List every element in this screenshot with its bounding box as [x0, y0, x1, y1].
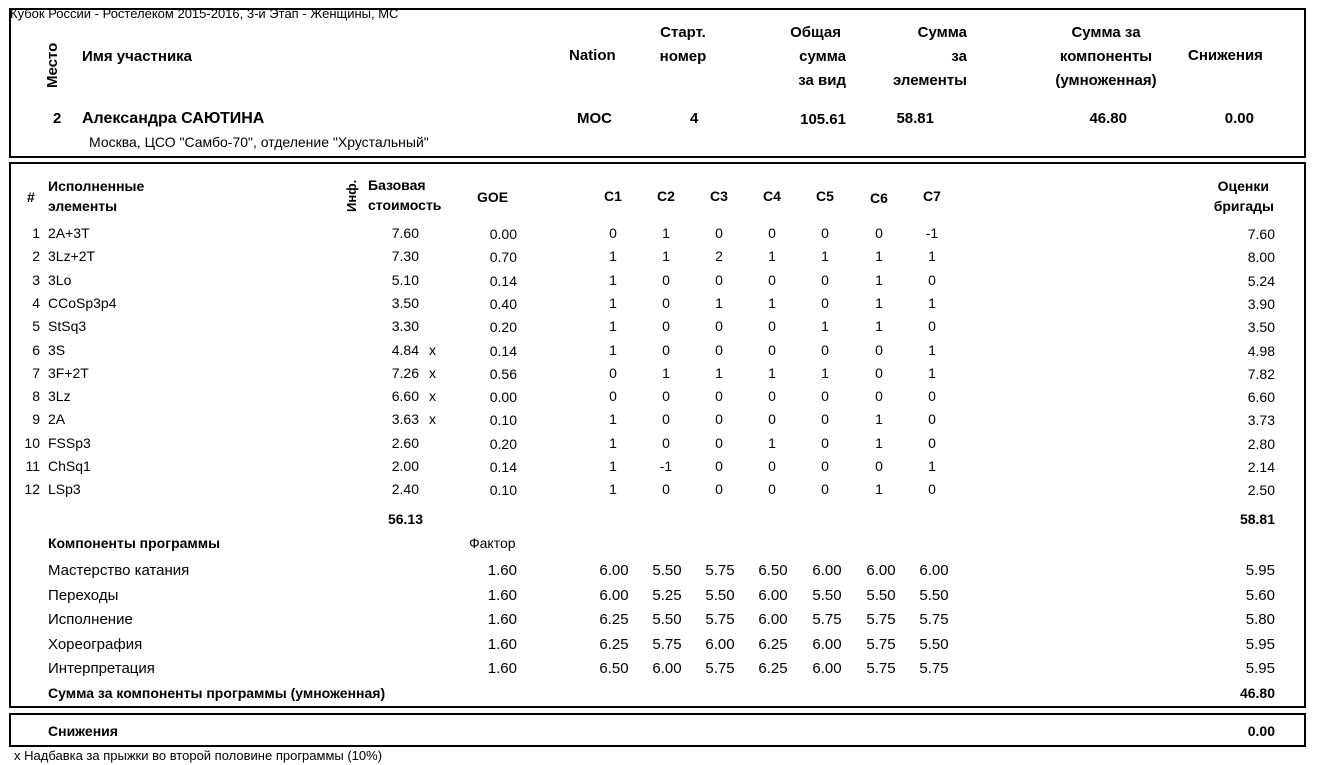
element-judge-score-c5: 0 [821, 342, 829, 358]
component-panel-score: 5.80 [1245, 611, 1275, 628]
element-judge-score-c4: 0 [768, 388, 776, 404]
element-judge-score-c6: 1 [875, 248, 883, 264]
element-panel-score: 8.00 [1247, 249, 1275, 265]
element-judge-score-c3: 0 [715, 481, 723, 497]
element-info: x [429, 342, 436, 358]
component-name: Хореография [48, 636, 143, 653]
component-judge-score-c5: 6.00 [812, 636, 842, 653]
element-name: 2A+3T [48, 225, 90, 241]
element-judge-score-c3: 0 [715, 458, 723, 474]
element-judge-score-c5: 0 [821, 411, 829, 427]
element-judge-score-c7: 1 [928, 342, 936, 358]
element-name: 2A [48, 411, 66, 427]
component-judge-score-c5: 6.00 [812, 660, 842, 677]
element-judge-score-c2: 0 [662, 272, 670, 288]
element-judge-score-c6: 1 [875, 318, 883, 334]
judge-header-6: C6 [870, 190, 888, 206]
element-number: 9 [32, 411, 40, 427]
judge-header-4: C4 [763, 188, 781, 204]
element-goe: 0.40 [489, 296, 517, 312]
element-judge-score-c4: 0 [768, 225, 776, 241]
element-judge-score-c1: 1 [609, 318, 617, 334]
component-judge-score-c2: 5.50 [652, 562, 682, 579]
element-judge-score-c7: 0 [928, 272, 936, 288]
element-panel-score: 7.82 [1247, 366, 1275, 382]
element-judge-score-c1: 1 [609, 272, 617, 288]
element-judge-score-c7: 0 [928, 481, 936, 497]
col-goe-header: GOE [477, 189, 509, 205]
skater-elements-score: 58.81 [896, 110, 934, 127]
element-judge-score-c3: 0 [715, 435, 723, 451]
element-judge-score-c2: 1 [662, 225, 670, 241]
element-number: 5 [32, 318, 40, 334]
element-judge-score-c1: 1 [609, 458, 617, 474]
element-judge-score-c3: 0 [715, 388, 723, 404]
element-judge-score-c4: 0 [768, 342, 776, 358]
element-number: 1 [32, 225, 40, 241]
element-panel-score: 5.24 [1247, 273, 1275, 289]
col-info-header: Инф. [344, 179, 359, 212]
skater-name: Александра САЮТИНА [82, 110, 265, 127]
component-factor: 1.60 [487, 660, 517, 677]
event-title: Кубок России - Ростелеком 2015-2016, 3-й Этап - Женщины, МС [10, 6, 399, 21]
element-judge-score-c4: 0 [768, 318, 776, 334]
judge-header-1: C1 [604, 188, 622, 204]
component-panel-score: 5.95 [1245, 636, 1275, 653]
element-judge-score-c2: 0 [662, 411, 670, 427]
component-judge-score-c1: 6.00 [599, 587, 629, 604]
component-judge-score-c4: 6.00 [758, 587, 788, 604]
element-judge-score-c5: 1 [821, 318, 829, 334]
skater-deductions: 0.00 [1224, 110, 1254, 127]
element-base-value: 4.84 [391, 342, 419, 358]
component-judge-score-c3: 5.75 [705, 611, 735, 628]
element-judge-score-c1: 1 [609, 342, 617, 358]
element-judge-score-c7: -1 [925, 225, 939, 241]
component-judge-score-c5: 5.50 [812, 587, 842, 604]
element-goe: 0.20 [489, 436, 517, 452]
skater-club: Москва, ЦСО "Самбо-70", отделение "Хрустальный" [89, 134, 429, 150]
base-total: 56.13 [387, 511, 423, 527]
element-base-value: 3.50 [391, 295, 419, 311]
element-number: 8 [32, 388, 40, 404]
element-judge-score-c4: 0 [768, 458, 776, 474]
deductions-box [9, 713, 1306, 747]
element-judge-score-c2: 1 [662, 248, 670, 264]
element-judge-score-c7: 0 [928, 435, 936, 451]
skater-start-number: 4 [690, 110, 699, 127]
element-judge-score-c1: 0 [609, 388, 617, 404]
name-header: Имя участника [82, 48, 193, 65]
component-judge-score-c4: 6.00 [758, 611, 788, 628]
footnote: x Надбавка за прыжки во второй половине программы (10%) [14, 748, 383, 763]
component-name: Исполнение [48, 611, 133, 628]
component-judge-score-c2: 5.75 [652, 636, 682, 653]
element-judge-score-c3: 0 [715, 225, 723, 241]
component-judge-score-c7: 6.00 [919, 562, 949, 579]
element-base-value: 2.60 [391, 435, 419, 451]
element-judge-score-c6: 0 [875, 458, 883, 474]
skater-total: 105.61 [800, 111, 846, 128]
component-judge-score-c6: 6.00 [866, 562, 896, 579]
component-factor: 1.60 [487, 587, 517, 604]
skater-place: 2 [53, 110, 62, 127]
component-judge-score-c5: 5.75 [812, 611, 842, 628]
element-base-value: 6.60 [391, 388, 419, 404]
element-judge-score-c3: 1 [715, 365, 723, 381]
element-name: 3F+2T [48, 365, 89, 381]
element-judge-score-c2: 1 [662, 365, 670, 381]
element-judge-score-c1: 1 [609, 411, 617, 427]
element-panel-score: 2.80 [1247, 436, 1275, 452]
component-factor: 1.60 [487, 611, 517, 628]
element-judge-score-c7: 0 [928, 411, 936, 427]
element-judge-score-c4: 0 [768, 411, 776, 427]
element-base-value: 5.10 [391, 272, 419, 288]
component-judge-score-c3: 5.50 [705, 587, 735, 604]
element-base-value: 2.00 [391, 458, 419, 474]
component-judge-score-c6: 5.75 [866, 611, 896, 628]
element-name: CCoSp3p4 [48, 295, 117, 311]
element-panel-score: 3.90 [1247, 296, 1275, 312]
element-judge-score-c5: 1 [821, 248, 829, 264]
element-base-value: 2.40 [391, 481, 419, 497]
element-judge-score-c5: 0 [821, 435, 829, 451]
judge-header-5: C5 [816, 188, 834, 204]
component-judge-score-c1: 6.50 [599, 660, 629, 677]
judge-header-2: C2 [657, 188, 675, 204]
component-factor: 1.60 [487, 636, 517, 653]
element-panel-score: 3.73 [1247, 412, 1275, 428]
component-judge-score-c7: 5.50 [919, 587, 949, 604]
element-judge-score-c6: 1 [875, 272, 883, 288]
component-judge-score-c1: 6.00 [599, 562, 629, 579]
element-name: 3S [48, 342, 66, 358]
element-judge-score-c4: 0 [768, 481, 776, 497]
component-panel-score: 5.95 [1245, 562, 1275, 579]
component-judge-score-c3: 5.75 [705, 562, 735, 579]
components-total: 46.80 [1239, 685, 1275, 701]
element-judge-score-c2: 0 [662, 435, 670, 451]
element-name: 3Lz+2T [48, 248, 96, 264]
element-judge-score-c2: 0 [662, 342, 670, 358]
element-base-value: 7.30 [391, 248, 419, 264]
elements-score-total: 58.81 [1239, 511, 1275, 527]
element-judge-score-c6: 1 [875, 295, 883, 311]
element-judge-score-c2: 0 [662, 295, 670, 311]
skater-nation: MOC [577, 110, 612, 127]
factor-header: Фактор [469, 535, 516, 551]
element-judge-score-c1: 1 [609, 295, 617, 311]
element-goe: 0.00 [489, 389, 517, 405]
element-judge-score-c2: 0 [662, 481, 670, 497]
element-judge-score-c6: 1 [875, 411, 883, 427]
element-number: 11 [25, 458, 40, 474]
element-judge-score-c7: 0 [928, 318, 936, 334]
element-panel-score: 2.14 [1247, 459, 1275, 475]
element-judge-score-c1: 0 [609, 225, 617, 241]
judge-header-7: C7 [923, 188, 941, 204]
deductions-value: 0.00 [1247, 723, 1275, 739]
element-judge-score-c7: 1 [928, 365, 936, 381]
element-judge-score-c6: 0 [875, 342, 883, 358]
element-judge-score-c1: 1 [609, 435, 617, 451]
element-judge-score-c7: 1 [928, 248, 936, 264]
element-base-value: 3.63 [391, 411, 419, 427]
element-judge-score-c4: 1 [768, 295, 776, 311]
element-name: 3Lo [48, 272, 72, 288]
element-judge-score-c7: 1 [928, 295, 936, 311]
element-judge-score-c1: 0 [609, 365, 617, 381]
elements-score-header: Сумма за элементы [892, 24, 967, 89]
element-number: 4 [32, 295, 40, 311]
element-number: 10 [24, 435, 40, 451]
element-name: ChSq1 [48, 458, 91, 474]
component-judge-score-c6: 5.50 [866, 587, 896, 604]
element-goe: 0.14 [489, 343, 517, 359]
element-name: LSp3 [48, 481, 81, 497]
element-judge-score-c2: -1 [659, 458, 673, 474]
element-number: 7 [32, 365, 40, 381]
element-panel-score: 4.98 [1247, 343, 1275, 359]
component-judge-score-c5: 6.00 [812, 562, 842, 579]
component-name: Мастерство катания [48, 562, 190, 579]
element-number: 2 [32, 248, 40, 264]
element-panel-score: 3.50 [1247, 319, 1275, 335]
component-judge-score-c7: 5.75 [919, 611, 949, 628]
element-judge-score-c6: 0 [875, 388, 883, 404]
component-name: Интерпретация [48, 660, 155, 677]
element-name: 3Lz [48, 388, 71, 404]
element-judge-score-c5: 0 [821, 458, 829, 474]
element-number: 3 [32, 272, 40, 288]
element-judge-score-c5: 1 [821, 365, 829, 381]
element-panel-score: 6.60 [1247, 389, 1275, 405]
component-judge-score-c4: 6.25 [758, 636, 788, 653]
element-judge-score-c6: 1 [875, 435, 883, 451]
component-judge-score-c1: 6.25 [599, 636, 629, 653]
element-name: FSSp3 [48, 435, 91, 451]
component-factor: 1.60 [487, 562, 517, 579]
element-goe: 0.10 [489, 482, 517, 498]
col-base-header: Базовая стоимость [368, 177, 442, 213]
element-judge-score-c4: 1 [768, 365, 776, 381]
element-judge-score-c5: 0 [821, 388, 829, 404]
element-number: 6 [32, 342, 40, 358]
element-judge-score-c5: 0 [821, 481, 829, 497]
element-judge-score-c5: 0 [821, 225, 829, 241]
element-judge-score-c4: 1 [768, 435, 776, 451]
component-judge-score-c6: 5.75 [866, 660, 896, 677]
deductions-header: Снижения [1188, 47, 1263, 64]
component-judge-score-c7: 5.50 [919, 636, 949, 653]
element-judge-score-c3: 2 [715, 248, 723, 264]
component-judge-score-c1: 6.25 [599, 611, 629, 628]
element-base-value: 7.26 [391, 365, 419, 381]
element-goe: 0.14 [489, 273, 517, 289]
element-judge-score-c4: 1 [768, 248, 776, 264]
component-judge-score-c3: 5.75 [705, 660, 735, 677]
element-judge-score-c1: 1 [609, 248, 617, 264]
skater-components-score: 46.80 [1089, 110, 1127, 127]
element-goe: 0.00 [489, 226, 517, 242]
element-info: x [429, 365, 436, 381]
judge-header-3: C3 [710, 188, 728, 204]
element-judge-score-c3: 1 [715, 295, 723, 311]
element-panel-score: 2.50 [1247, 482, 1275, 498]
element-judge-score-c6: 0 [875, 365, 883, 381]
col-score-header: Оценки бригады [1213, 178, 1274, 214]
place-header: Место [44, 42, 61, 88]
element-panel-score: 7.60 [1247, 226, 1275, 242]
element-judge-score-c2: 0 [662, 318, 670, 334]
element-base-value: 3.30 [391, 318, 419, 334]
element-goe: 0.20 [489, 319, 517, 335]
components-total-label: Сумма за компоненты программы (умноженная) [48, 685, 386, 701]
element-judge-score-c5: 0 [821, 295, 829, 311]
element-judge-score-c1: 1 [609, 481, 617, 497]
total-header: Общая сумма за вид [790, 24, 846, 89]
component-judge-score-c2: 5.25 [652, 587, 682, 604]
component-judge-score-c7: 5.75 [919, 660, 949, 677]
col-num-header: # [27, 189, 35, 205]
component-panel-score: 5.95 [1245, 660, 1275, 677]
element-info: x [429, 388, 436, 404]
component-name: Переходы [48, 587, 119, 604]
element-goe: 0.70 [489, 249, 517, 265]
deductions-label: Снижения [48, 723, 118, 739]
element-judge-score-c6: 0 [875, 225, 883, 241]
element-judge-score-c5: 0 [821, 272, 829, 288]
element-judge-score-c7: 0 [928, 388, 936, 404]
element-judge-score-c2: 0 [662, 388, 670, 404]
element-number: 12 [24, 481, 40, 497]
component-judge-score-c4: 6.25 [758, 660, 788, 677]
component-judge-score-c6: 5.75 [866, 636, 896, 653]
component-judge-score-c3: 6.00 [705, 636, 735, 653]
element-info: x [429, 411, 436, 427]
element-base-value: 7.60 [391, 225, 419, 241]
component-judge-score-c2: 6.00 [652, 660, 682, 677]
components-title: Компоненты программы [48, 535, 221, 551]
element-judge-score-c3: 0 [715, 272, 723, 288]
element-judge-score-c4: 0 [768, 272, 776, 288]
element-judge-score-c3: 0 [715, 318, 723, 334]
element-judge-score-c7: 1 [928, 458, 936, 474]
element-judge-score-c3: 0 [715, 342, 723, 358]
start-number-header: Старт. номер [659, 24, 707, 65]
element-goe: 0.56 [489, 366, 517, 382]
component-judge-score-c2: 5.50 [652, 611, 682, 628]
element-goe: 0.10 [489, 412, 517, 428]
nation-header: Nation [569, 47, 616, 64]
element-judge-score-c6: 1 [875, 481, 883, 497]
component-judge-score-c4: 6.50 [758, 562, 788, 579]
component-panel-score: 5.60 [1245, 587, 1275, 604]
element-goe: 0.14 [489, 459, 517, 475]
element-judge-score-c3: 0 [715, 411, 723, 427]
col-element-header: Исполненные элементы [48, 178, 145, 214]
components-score-header: Сумма за компоненты (умноженная) [1055, 24, 1157, 89]
element-name: StSq3 [48, 318, 87, 334]
